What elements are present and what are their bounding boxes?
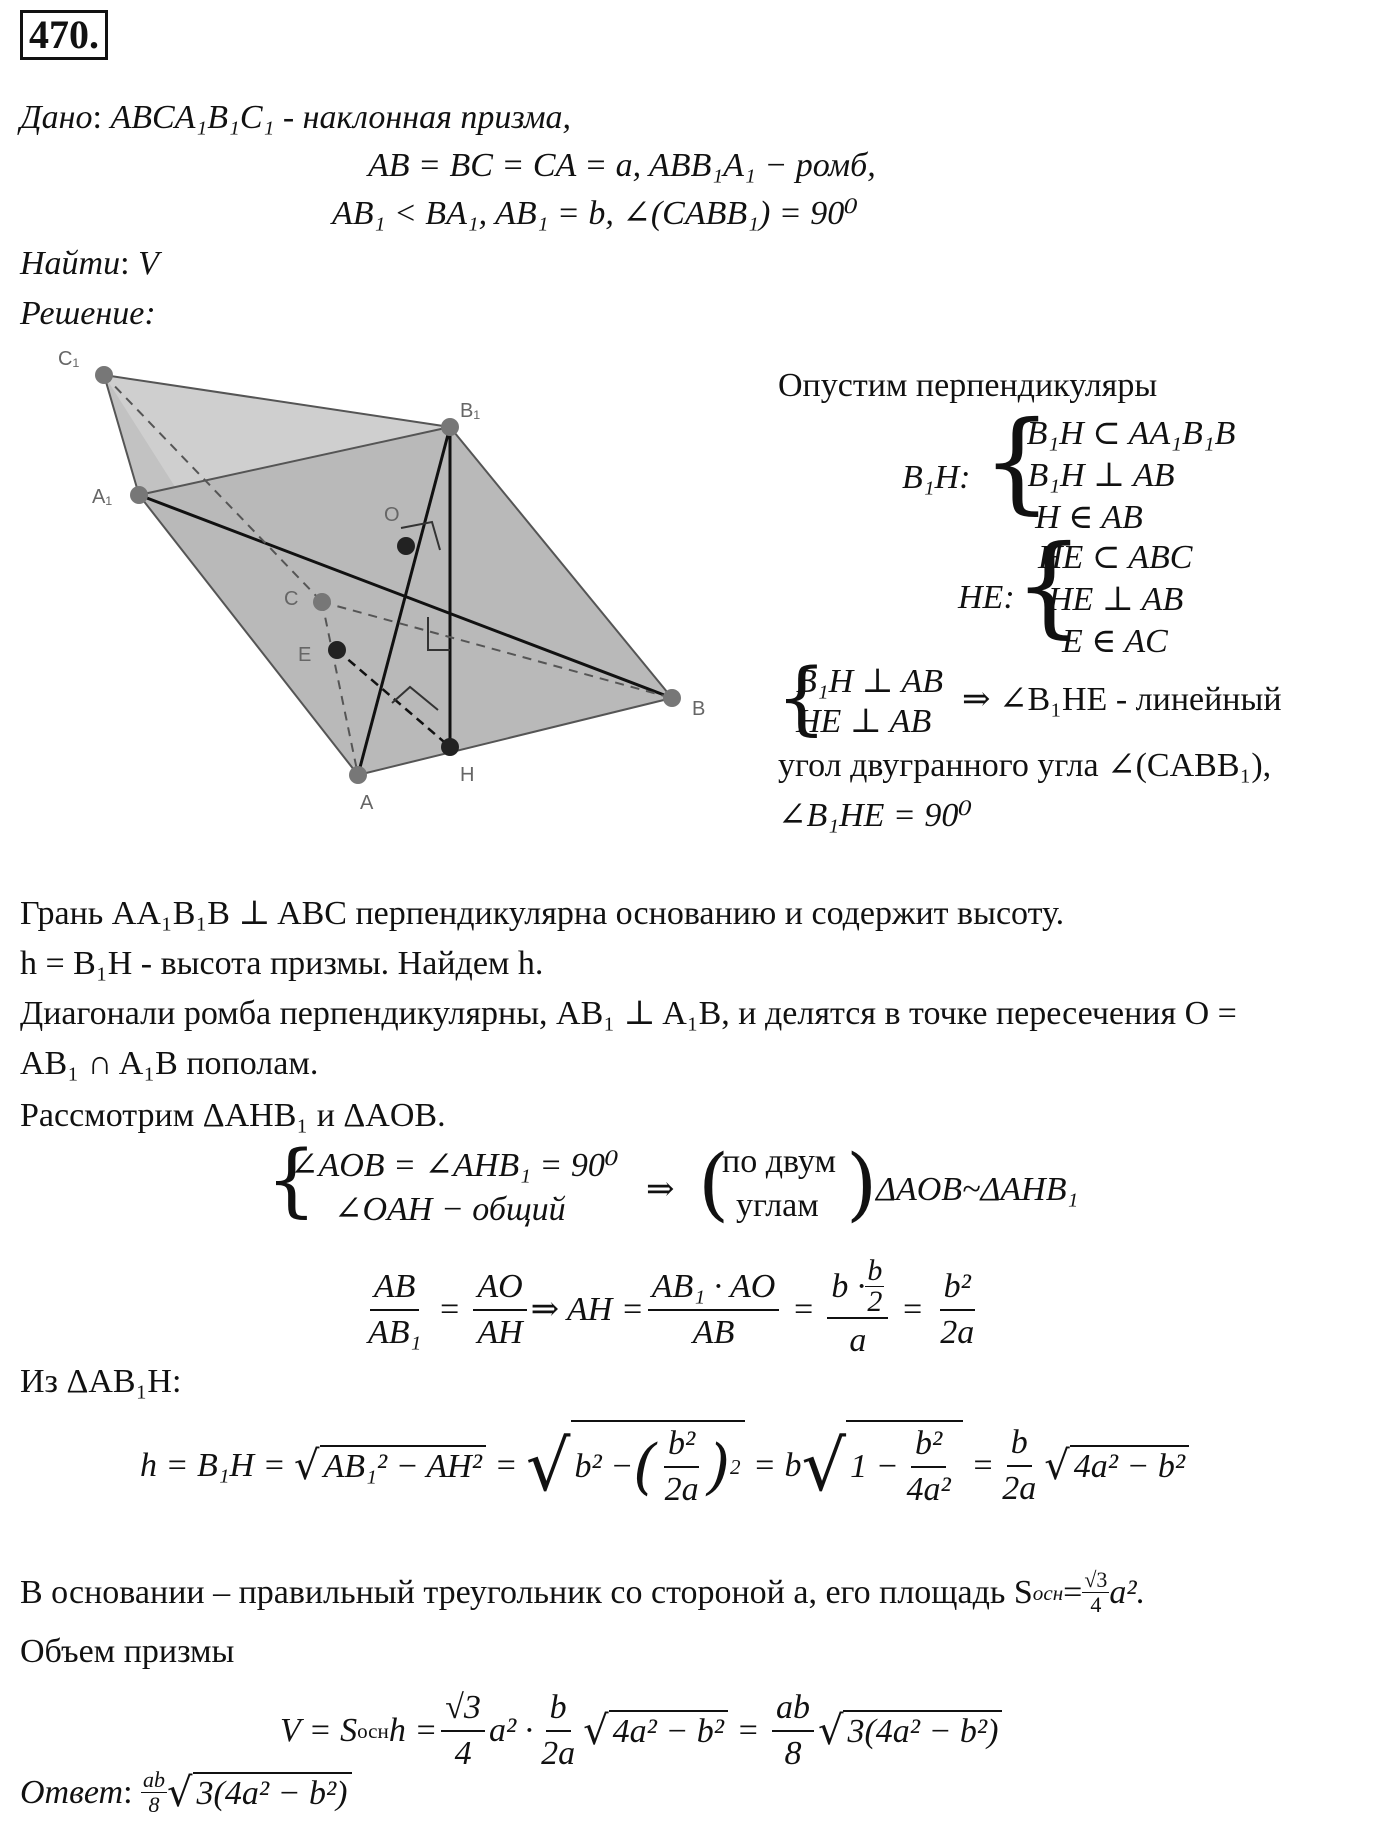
point-b [663,689,681,707]
he-brace: { [1014,521,1084,649]
he-line-1: HE ⊂ ABC [1038,539,1193,576]
find-line: Найти: V [20,245,159,282]
point-c1 [95,366,113,384]
label-c: C [284,588,299,610]
volume-formula: V = S осн h = $\frac{√3}{4}$ a² · $\frac{b}{2a}$ √ 4a² − b² = $\frac{ab}{8}$ √ 3(4a² − b²) [280,1686,1002,1776]
given-line-2: AB = BC = CA = a, ABB₁A₁ − ромб, [368,147,876,184]
label-h: H [460,764,475,786]
b1h-brace: { [982,397,1052,525]
answer-line: Ответ : $\frac{ab}{8}$ √ 3(4a² − b²) [20,1768,352,1817]
similarity-brace: { [266,1133,317,1226]
problem-number: 470. [20,10,108,60]
paren-bottom: углам [736,1187,819,1224]
he-line-2: HE ⊥ AB [1048,581,1184,618]
similarity-implies: ⇒ [646,1171,675,1208]
label-e: E [298,644,312,666]
label-a: A [360,792,374,814]
paren-right: ) [846,1137,878,1230]
point-o [397,537,415,555]
similarity-line-2: ∠OAH − общий [334,1191,566,1228]
find-value: V [138,245,159,282]
paragraph-consider: Рассмотрим ΔAHB₁ и ΔAOB. [20,1097,446,1134]
find-label: Найти [20,245,121,282]
h-formula: h = B₁H = √ AB₁² − AH² = √ b² − ( $\frac{\text{b²}}{2a}$ ) 2 = b √ 1 − $\frac{\text{b²}}{\text{4a²}}$ = $\frac{b}{2a}$ √ 4a² − b² [140,1420,1189,1512]
given-line-3: AB₁ < BA₁, AB₁ = b, ∠(CABB₁) = 90⁰ [332,195,858,232]
point-e [328,641,346,659]
given-prism: ABCA₁B₁C₁ - наклонная призма, [110,99,572,136]
he-label: HE: [958,579,1015,616]
ratio-formula: $\frac{AB}{\text{AB₁}}$ = $\frac{AO}{AH}$ ⇒ AH = $\frac{\text{AB₁ · AO}}{AB}$ = b · $\frac{b}{2}$ a = $\frac{\text{b²}}{2a}$ [368,1254,975,1359]
system-line-1: B₁H ⊥ AB [796,663,944,700]
b1h-label: B₁H: [902,459,971,496]
point-a [349,766,367,784]
label-c1: C₁ [58,348,80,370]
linear-angle-text: ⇒ ∠B₁HE - линейный [962,681,1282,718]
label-b: B [692,698,706,720]
base-area-line: В основании – правильный треугольник со стороной a, его площадь S осн = $\frac{√3}{4}$ a². [20,1567,1146,1617]
point-a1 [130,486,148,504]
perpendiculars-intro: Опустим перпендикуляры [778,367,1158,404]
b1h-line-3: H ∈ AB [1035,499,1143,536]
label-b1: B₁ [460,400,481,422]
point-b1 [441,418,459,436]
point-c [313,593,331,611]
given-label: Дано [20,99,93,136]
paren-left: ( [698,1137,730,1230]
similarity-line-1: ∠AOB = ∠AHB₁ = 90⁰ [290,1147,619,1184]
paren-top: по двум [722,1143,836,1180]
from-triangle: Из ΔAB₁H: [20,1363,182,1400]
b1h-line-2: B₁H ⊥ AB [1027,457,1175,494]
he-line-3: E ∈ AC [1062,623,1168,660]
volume-label: Объем призмы [20,1633,235,1670]
similar-triangles: ΔAOB~ΔAHB₁ [876,1171,1079,1208]
angle-value: ∠B₁HE = 90⁰ [778,797,972,834]
label-a1: A₁ [92,486,113,508]
given-line-1: Дано: ABCA₁B₁C₁ - наклонная призма, [20,99,572,136]
paragraph-face: Грань AA₁B₁B ⊥ ABC перпендикулярна основанию и содержит высоту. [20,895,1065,932]
solution-label: Решение: [20,295,156,332]
label-o: O [384,504,400,526]
system-brace: { [776,651,827,744]
dihedral-angle-text: угол двугранного угла ∠(CABB₁), [778,747,1272,784]
point-h [441,738,459,756]
prism-figure [40,345,720,814]
system-line-2: HE ⊥ AB [796,703,932,740]
paragraph-diagonals-cont: AB₁ ∩ A₁B пополам. [20,1045,319,1082]
b1h-line-1: B₁H ⊂ AA₁B₁B [1026,415,1236,452]
paragraph-height: h = B₁H - высота призмы. Найдем h. [20,945,544,982]
paragraph-diagonals: Диагонали ромба перпендикулярны, AB₁ ⊥ A₁B, и делятся в точке пересечения O = [20,995,1237,1032]
